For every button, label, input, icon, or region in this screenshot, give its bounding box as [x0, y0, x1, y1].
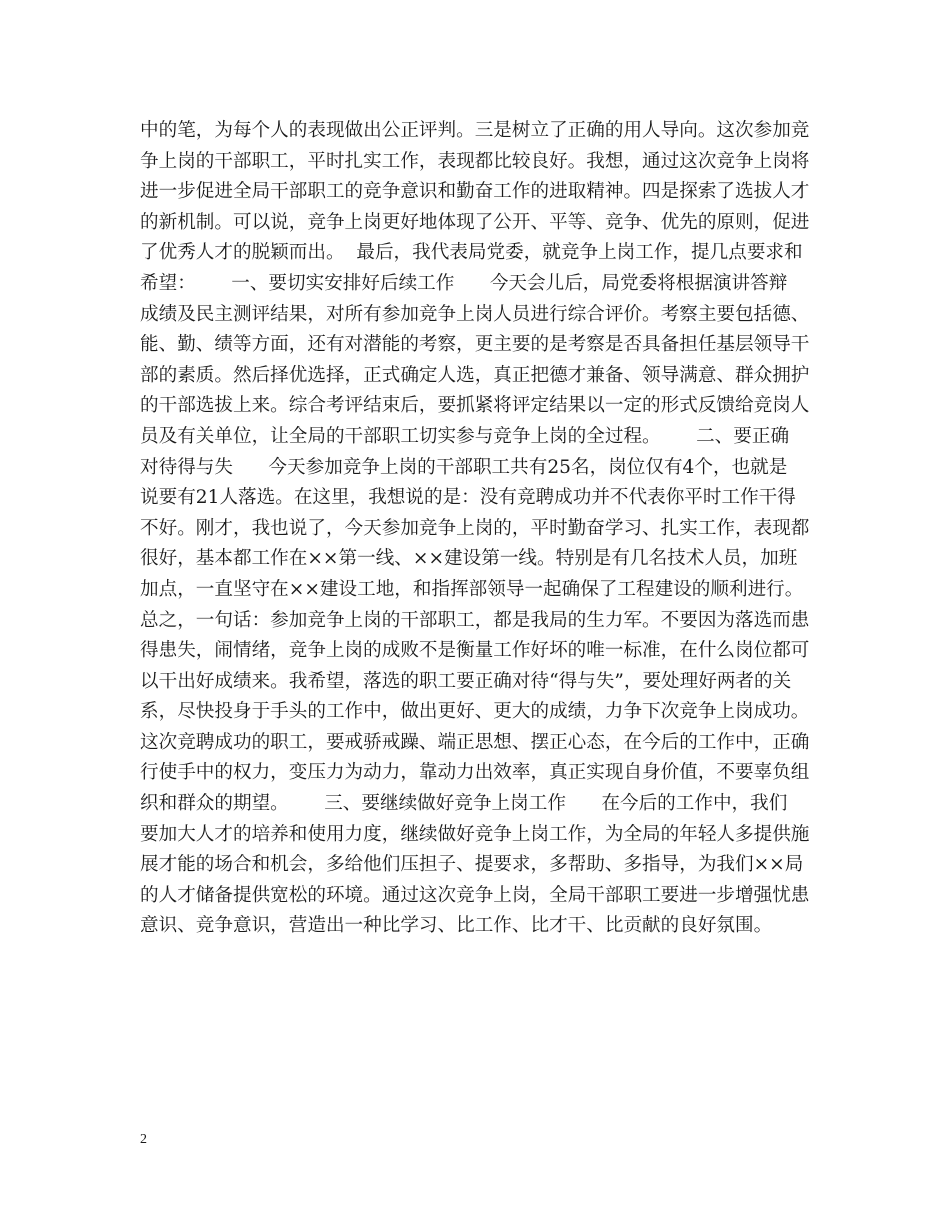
text-line: 织和群众的期望。 三、要继续做好竞争上岗工作 在今后的工作中，我们: [140, 793, 788, 815]
text-line: 的新机制。可以说，竞争上岗更好地体现了公开、平等、竞争、优先的原则，促进: [140, 211, 810, 233]
text-line: 中的笔，为每个人的表现做出公正评判。三是树立了正确的用人导向。这次参加竞: [140, 120, 810, 141]
text-line: 行使手中的权力，变压力为动力，靠动力出效率，真正实现自身价值，不要辜负组: [140, 762, 810, 784]
text-line: 的人才储备提供宽松的环境。通过这次竞争上岗，全局干部职工要进一步增强忧患: [140, 884, 810, 906]
text-line: 对待得与失 今天参加竞争上岗的干部职工共有25名，岗位仅有4个，也就是: [140, 456, 788, 478]
text-line: 很好，基本都工作在××第一线、××建设第一线。特别是有几名技术人员，加班: [140, 548, 798, 570]
page-number: 2: [140, 1132, 147, 1147]
text-line: 了优秀人才的脱颖而出。 最后，我代表局党委，就竞争上岗工作，提几点要求和: [140, 242, 803, 264]
text-line: 得患失，闹情绪，竞争上岗的成败不是衡量工作好坏的唯一标准，在什么岗位都可: [140, 640, 810, 662]
text-line: 部的素质。然后择优选择，正式确定人选，真正把德才兼备、领导满意、群众拥护: [140, 364, 810, 386]
text-line: 进一步促进全局干部职工的竞争意识和勤奋工作的进取精神。四是探索了选拔人才: [140, 181, 810, 203]
text-line: 加点，一直坚守在××建设工地，和指挥部领导一起确保了工程建设的顺利进行。: [140, 578, 804, 600]
text-line: 总之，一句话：参加竞争上岗的干部职工，都是我局的生力军。不要因为落选而患: [140, 609, 810, 631]
text-line: 系，尽快投身于手头的工作中，做出更好、更大的成绩，力争下次竞争上岗成功。: [140, 701, 810, 723]
text-line: 这次竞聘成功的职工，要戒骄戒躁、端正思想、摆正心态，在今后的工作中，正确: [140, 731, 810, 753]
body-text: [140, 116, 820, 942]
text-line: 成绩及民主测评结果，对所有参加竞争上岗人员进行综合评价。考察主要包括德、: [140, 303, 810, 325]
text-line: 以干出好成绩来。我希望，落选的职工要正确对待“得与失”，要处理好两者的关: [140, 670, 792, 692]
text-line: 不好。刚才，我也说了，今天参加竞争上岗的，平时勤奋学习、扎实工作，表现都: [140, 517, 810, 539]
text-line: 希望： 一、要切实安排好后续工作 今天会儿后，局党委将根据演讲答辩: [140, 272, 788, 294]
text-line: 说要有21人落选。在这里，我想说的是：没有竞聘成功并不代表你平时工作干得: [140, 487, 796, 509]
text-line: 的干部选拔上来。综合考评结束后，要抓紧将评定结果以一定的形式反馈给竞岗人: [140, 395, 810, 417]
text-line: 员及有关单位，让全局的干部职工切实参与竞争上岗的全过程。 二、要正确: [140, 425, 790, 447]
text-line: 展才能的场合和机会，多给他们压担子、提要求，多帮助、多指导，为我们××局: [140, 854, 804, 876]
text-line: 能、勤、绩等方面，还有对潜能的考察，更主要的是考察是否具备担任基层领导干: [140, 334, 810, 356]
text-line: 要加大人才的培养和使用力度，继续做好竞争上岗工作，为全局的年轻人多提供施: [140, 823, 810, 845]
text-line: 争上岗的干部职工，平时扎实工作，表现都比较良好。我想，通过这次竞争上岗将: [140, 150, 810, 172]
text-line: 意识、竞争意识，营造出一种比学习、比工作、比才干、比贡献的良好氛围。: [140, 915, 773, 937]
